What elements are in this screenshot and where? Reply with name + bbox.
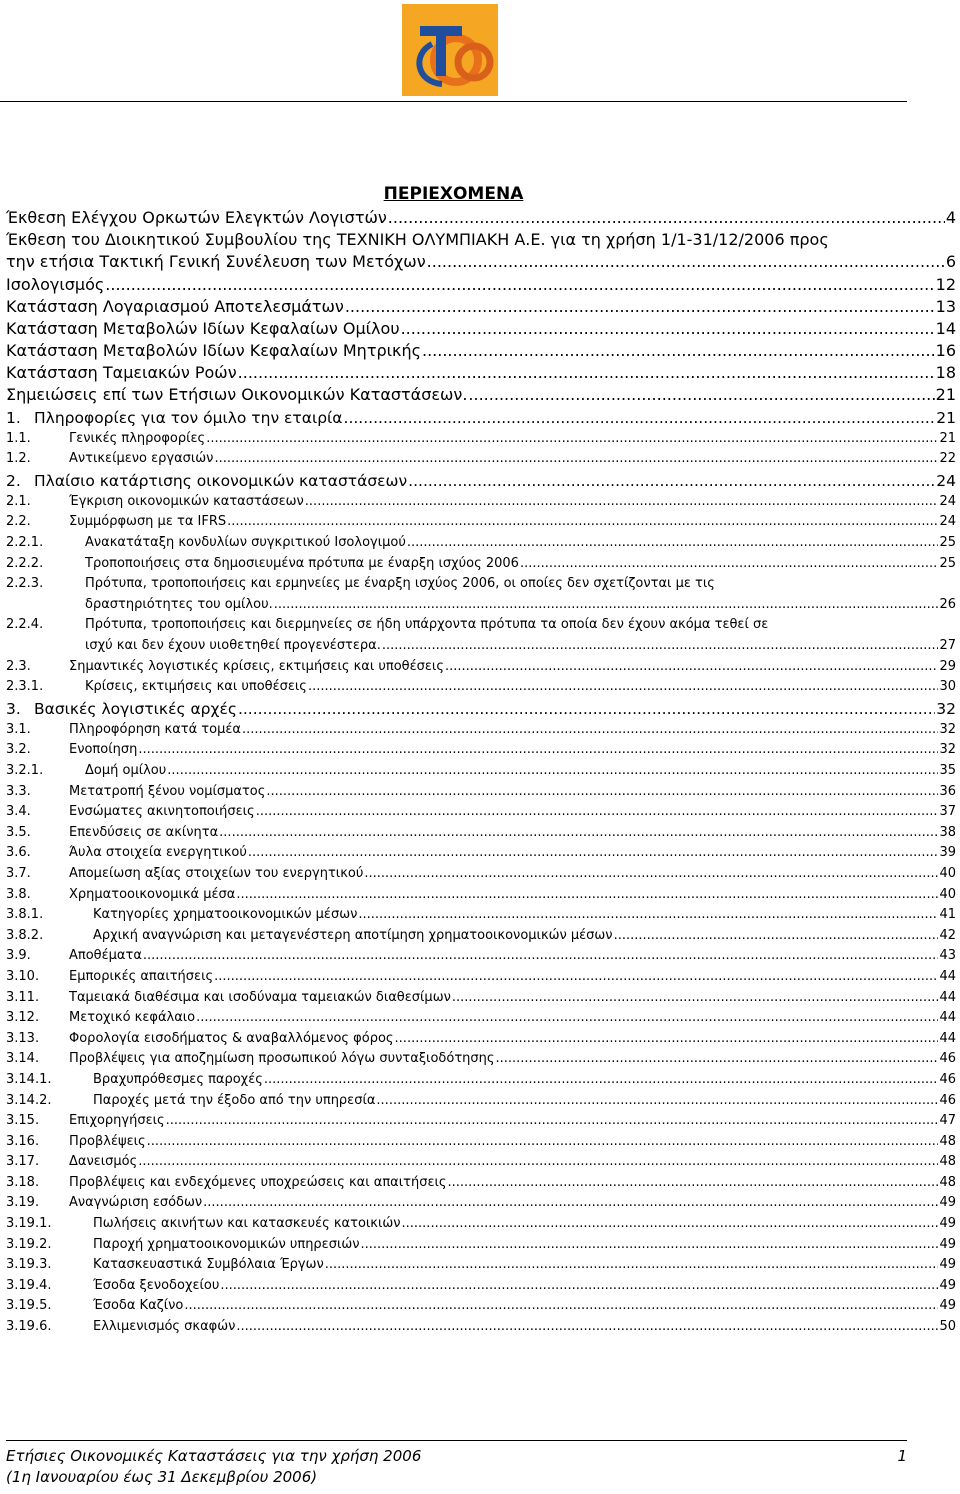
toc-entry[interactable] xyxy=(6,1214,956,1235)
toc-entry[interactable] xyxy=(6,698,956,720)
toc-entry-text: Βραχυπρόθεσμες παροχές xyxy=(93,1071,263,1087)
toc-entry[interactable] xyxy=(6,407,956,429)
toc-entry[interactable] xyxy=(6,1091,956,1112)
toc-entry-text: Συμμόρφωση με τα IFRS xyxy=(69,514,227,530)
toc-entry[interactable] xyxy=(6,362,956,384)
toc-entry[interactable] xyxy=(6,1008,956,1029)
toc-entry-number: 3.12. xyxy=(6,1010,40,1026)
toc-entry-page: 49 xyxy=(939,1277,956,1293)
toc-entry-text: Μετοχικό κεφάλαιο xyxy=(69,1010,196,1026)
toc-entry-text: Αποθέματα xyxy=(69,948,142,964)
toc-entry-page: 25 xyxy=(939,535,956,551)
toc-entry[interactable] xyxy=(6,615,956,636)
toc-entry-page: 41 xyxy=(939,907,956,923)
toc-entry-page: 24 xyxy=(936,471,956,490)
toc-entry-text: Αρχική αναγνώριση και μεταγενέστερη αποτίμηση χρηματοοικονομικών μέσων xyxy=(93,927,613,943)
toc-entry-page: 36 xyxy=(939,783,956,799)
toc-entry-number: 2.2. xyxy=(6,514,31,530)
toc-entry[interactable] xyxy=(6,946,956,967)
toc-entry-page: 48 xyxy=(939,1154,956,1170)
toc-entry-text: Πλαίσιο κατάρτισης οικονομικών καταστάσεων xyxy=(34,471,408,490)
toc-entry-text: Τροποποιήσεις στα δημοσιευμένα πρότυπα με έναρξη ισχύος 2006 xyxy=(85,555,519,571)
toc-entry[interactable] xyxy=(6,533,956,554)
toc-entry-page: 16 xyxy=(935,341,956,361)
toc-entry-page: 40 xyxy=(939,886,956,902)
toc-entry-page: 42 xyxy=(939,927,956,943)
toc-entry-page: 4 xyxy=(945,207,956,227)
toc-entry[interactable] xyxy=(6,885,956,906)
toc-entry[interactable] xyxy=(6,1132,956,1153)
toc-entry-number: 2.2.1. xyxy=(6,535,44,551)
toc-entry-page: 35 xyxy=(939,763,956,778)
toc-entry[interactable] xyxy=(6,595,956,616)
toc-entry-text: Δομή ομίλου xyxy=(85,763,167,778)
toc-entry-text: Μετατροπή ξένου νομίσματος xyxy=(69,783,266,799)
toc-entry-number: 3.19.1. xyxy=(6,1216,52,1232)
toc-entry[interactable] xyxy=(6,1296,956,1317)
toc-entry-text: Παροχές μετά την έξοδο από την υπηρεσία xyxy=(93,1092,376,1108)
toc-entry-page: 27 xyxy=(939,638,956,654)
toc-entry-text: Προβλέψεις και ενδεχόμενες υποχρεώσεις και απαιτήσεις xyxy=(69,1174,447,1190)
header-rule xyxy=(0,101,907,102)
toc-entry-number: 2.3. xyxy=(6,658,31,674)
toc-entry-number: 2.1. xyxy=(6,493,31,509)
toc-entry-text: Κατηγορίες χρηματοοικονομικών μέσων xyxy=(93,907,358,923)
toc-entry-number: 3.13. xyxy=(6,1030,40,1046)
toc-entry-number: 2.3.1. xyxy=(6,679,44,695)
footer-period: (1η Ιανουαρίου έως 31 Δεκεμβρίου 2006) xyxy=(6,1468,318,1486)
toc-entry[interactable] xyxy=(6,274,956,296)
toc-entry-text: Κατάσταση Λογαριασμού Αποτελεσμάτων xyxy=(6,296,344,316)
toc-entry[interactable] xyxy=(6,229,956,251)
toc-entry-text: Δανεισμός xyxy=(69,1154,138,1170)
toc-entry[interactable] xyxy=(6,251,956,273)
toc-entry-page: 21 xyxy=(936,408,956,427)
toc-entry-text: Ανακατάταξη κονδυλίων συγκριτικού Ισολογιμού xyxy=(85,535,406,551)
toc-entry-page: 49 xyxy=(939,1236,956,1252)
toc-entry-text: Παροχή χρηματοοικονομικών υπηρεσιών xyxy=(93,1236,360,1252)
toc-entry-page: 25 xyxy=(939,555,956,571)
toc-entry[interactable] xyxy=(6,802,956,823)
toc-entry-text: Φορολογία εισοδήματος & αναβαλλόμενος φόρος xyxy=(69,1030,394,1046)
footer-title: Ετήσιες Οικονομικές Καταστάσεις για την χρήση 2006 xyxy=(6,1447,422,1465)
toc-entry-text: Κατασκευαστικά Συμβόλαια Έργων xyxy=(93,1257,324,1273)
toc-entry-number: 3.10. xyxy=(6,968,40,984)
toc-entry-text: Επενδύσεις σε ακίνητα xyxy=(69,824,219,840)
toc-entry-number: 3.2. xyxy=(6,742,31,758)
toc-entry-page: 44 xyxy=(939,1010,956,1026)
toc-entry-page: 21 xyxy=(935,385,956,405)
toc-entry-text: Πληροφορίες για τον όμιλο την εταιρία xyxy=(34,408,343,427)
toc-entry-number: 3.19.5. xyxy=(6,1298,52,1314)
toc-entry-page: 26 xyxy=(939,596,956,612)
toc-entry-page: 39 xyxy=(939,845,956,861)
toc-entry[interactable] xyxy=(6,340,956,362)
toc-entry-text: Επιχορηγήσεις xyxy=(69,1113,165,1129)
toc-entry-text: Απομείωση αξίας στοιχείων του ενεργητικού xyxy=(69,865,364,881)
toc-entry[interactable] xyxy=(6,782,956,803)
toc-entry[interactable] xyxy=(6,1029,956,1050)
toc-entry[interactable] xyxy=(6,905,956,926)
toc-entry-page: 12 xyxy=(935,274,956,294)
toc-entry-text: Εμπορικές απαιτήσεις xyxy=(69,968,214,984)
toc-entry-page: 40 xyxy=(939,865,956,881)
toc-entry-page: 14 xyxy=(935,318,956,338)
toc-entry-page: 46 xyxy=(939,1051,956,1067)
toc-entry-number: 3.15. xyxy=(6,1113,40,1129)
toc-entry[interactable] xyxy=(6,636,956,657)
toc-entry-number: 3.17. xyxy=(6,1154,40,1170)
toc-entry-text: Σημειώσεις επί των Ετήσιων Οικονομικών Καταστάσεων. xyxy=(6,385,468,405)
toc-entry-page: 24 xyxy=(939,493,956,509)
toc-entry[interactable] xyxy=(6,677,956,698)
toc-entry-page: 22 xyxy=(939,451,956,467)
toc-entry-text: Πληροφόρηση κατά τομέα xyxy=(69,721,241,737)
toc-entry[interactable] xyxy=(6,1049,956,1070)
toc-entry-number: 3.19. xyxy=(6,1195,40,1211)
table-of-contents xyxy=(6,207,956,1338)
toc-entry[interactable] xyxy=(6,1152,956,1173)
toc-entry-text: Έκθεση του Διοικητικού Συμβουλίου της ΤΕΧΝΙΚΗ ΟΛΥΜΠΙΑΚΗ Α.Ε. για τη χρήση 1/1-31/12/2006 προς xyxy=(6,230,829,250)
toc-entry-page: 24 xyxy=(939,514,956,530)
toc-entry-text: Έσοδα Καζίνο xyxy=(93,1298,184,1314)
toc-entry-text: Αντικείμενο εργασιών xyxy=(69,451,214,467)
toc-entry-number: 3.8. xyxy=(6,886,31,902)
toc-entry-number: 2.2.2. xyxy=(6,555,44,571)
toc-entry[interactable] xyxy=(6,385,956,407)
toc-entry-page: 43 xyxy=(939,948,956,964)
toc-entry-page: 32 xyxy=(939,721,956,737)
toc-entry-page: 18 xyxy=(935,363,956,383)
toc-entry[interactable] xyxy=(6,657,956,678)
toc-entry[interactable] xyxy=(6,761,956,782)
toc-entry[interactable] xyxy=(6,1193,956,1214)
toc-entry-text: Έσοδα ξενοδοχείου xyxy=(93,1277,220,1293)
toc-entry-number: 2. xyxy=(6,471,21,490)
toc-entry-text: Κρίσεις, εκτιμήσεις και υποθέσεις xyxy=(85,679,307,695)
toc-entry-page: 49 xyxy=(939,1195,956,1211)
toc-entry-page: 44 xyxy=(939,1030,956,1046)
toc-entry-number: 1. xyxy=(6,408,21,427)
toc-entry-number: 3.18. xyxy=(6,1174,40,1190)
toc-entry-page: 49 xyxy=(939,1298,956,1314)
toc-entry-page: 49 xyxy=(939,1257,956,1273)
toc-entry-page: 38 xyxy=(939,824,956,840)
toc-entry-number: 3.14.2. xyxy=(6,1092,52,1108)
toc-entry[interactable] xyxy=(6,1235,956,1256)
toc-entry-number: 3.19.3. xyxy=(6,1257,52,1273)
toc-entry-number: 3.19.6. xyxy=(6,1319,52,1335)
toc-entry-text: Κατάσταση Ταμειακών Ροών xyxy=(6,363,237,383)
toc-entry-page: 30 xyxy=(939,679,956,695)
toc-entry-text: Ενσώματες ακινητοποιήσεις xyxy=(69,804,255,820)
toc-entry-text: Έγκριση οικονομικών καταστάσεων xyxy=(69,493,304,509)
toc-entry-text: δραστηριότητες του ομίλου. xyxy=(85,596,273,612)
toc-entry[interactable] xyxy=(6,296,956,318)
toc-entry-text: Κατάσταση Μεταβολών Ιδίων Κεφαλαίων Ομίλου xyxy=(6,318,400,338)
toc-entry-page: 21 xyxy=(939,430,956,446)
toc-entry[interactable] xyxy=(6,1317,956,1338)
toc-entry-number: 3.11. xyxy=(6,989,40,1005)
toc-entry-text: Προβλέψεις για αποζημίωση προσωπικού λόγω συνταξιοδότησης xyxy=(69,1051,495,1067)
toc-entry-number: 3.2.1. xyxy=(6,763,44,778)
toc-entry-text: Σημαντικές λογιστικές κρίσεις, εκτιμήσεις και υποθέσεις xyxy=(69,658,444,674)
toc-entry-number: 3.16. xyxy=(6,1133,40,1149)
toc-entry[interactable] xyxy=(6,512,956,533)
toc-entry-number: 1.2. xyxy=(6,451,31,467)
toc-entry-text: Πρότυπα, τροποποιήσεις και διερμηνείες σε ήδη υπάρχοντα πρότυπα τα οποία δεν έχουν ακόμα τεθεί σε xyxy=(85,617,769,633)
toc-entry[interactable] xyxy=(6,720,956,741)
toc-entry-number: 3.14.1. xyxy=(6,1071,52,1087)
toc-entry-number: 3.3. xyxy=(6,783,31,799)
toc-entry-text: Βασικές λογιστικές αρχές xyxy=(34,699,237,718)
toc-entry-number: 3.6. xyxy=(6,845,31,861)
toc-entry[interactable] xyxy=(6,967,956,988)
toc-entry-number: 3.7. xyxy=(6,865,31,881)
toc-entry-number: 3.9. xyxy=(6,948,31,964)
toc-entry-page: 44 xyxy=(939,968,956,984)
toc-entry-number: 3.19.2. xyxy=(6,1236,52,1252)
toc-entry[interactable] xyxy=(6,554,956,575)
page-footer xyxy=(6,1446,907,1488)
toc-entry-number: 3.14. xyxy=(6,1051,40,1067)
toc-entry[interactable] xyxy=(6,926,956,947)
toc-entry-number: 2.2.4. xyxy=(6,617,44,633)
toc-entry-text: Έκθεση Ελέγχου Ορκωτών Ελεγκτών Λογιστών xyxy=(6,207,387,227)
toc-entry-number: 3. xyxy=(6,699,21,718)
toc-entry-page: 6 xyxy=(945,252,956,272)
toc-entry-number: 3.19.4. xyxy=(6,1277,52,1293)
toc-entry-text: Ελλιμενισμός σκαφών xyxy=(93,1319,236,1335)
toc-entry-page: 48 xyxy=(939,1174,956,1190)
toc-entry-text: Πρότυπα, τροποποιήσεις και ερμηνείες με έναρξη ισχύος 2006, οι οποίες δεν σχετίζονται με τις xyxy=(85,576,715,592)
toc-entry-text: Χρηματοοικονομικά μέσα xyxy=(69,886,236,902)
toc-entry-page: 49 xyxy=(939,1216,956,1232)
toc-entry-text: ισχύ και δεν έχουν υιοθετηθεί προγενέστερα. xyxy=(85,638,381,654)
toc-entry[interactable] xyxy=(6,470,956,492)
toc-entry-number: 3.4. xyxy=(6,804,31,820)
toc-entry-number: 3.5. xyxy=(6,824,31,840)
toc-entry[interactable] xyxy=(6,492,956,513)
toc-entry[interactable] xyxy=(6,864,956,885)
toc-entry[interactable] xyxy=(6,1173,956,1194)
toc-entry[interactable] xyxy=(6,318,956,340)
toc-entry[interactable] xyxy=(6,1276,956,1297)
toc-entry[interactable] xyxy=(6,843,956,864)
toc-entry-page: 32 xyxy=(936,699,956,718)
toc-entry-page: 44 xyxy=(939,989,956,1005)
toc-entry-text: Αναγνώριση εσόδων xyxy=(69,1195,203,1211)
toc-entry-text: Ταμειακά διαθέσιμα και ισοδύναμα ταμειακών διαθεσίμων xyxy=(69,989,451,1005)
toc-entry-text: Ενοποίηση xyxy=(69,742,138,758)
company-logo-icon xyxy=(402,4,498,96)
toc-entry-page: 47 xyxy=(939,1113,956,1129)
toc-entry-page: 50 xyxy=(939,1319,956,1335)
toc-entry[interactable] xyxy=(6,574,956,595)
toc-entry-page: 37 xyxy=(939,804,956,820)
toc-entry-page: 46 xyxy=(939,1071,956,1087)
toc-entry-text: Ισολογισμός xyxy=(6,274,105,294)
toc-entry[interactable] xyxy=(6,1255,956,1276)
toc-entry[interactable] xyxy=(6,429,956,450)
toc-entry-page: 48 xyxy=(939,1133,956,1149)
toc-entry-page: 32 xyxy=(939,742,956,758)
toc-entry-page: 13 xyxy=(935,296,956,316)
toc-entry-text: την ετήσια Τακτική Γενική Συνέλευση των Μετόχων xyxy=(6,252,426,272)
toc-entry[interactable] xyxy=(6,988,956,1009)
toc-entry-text: Προβλέψεις xyxy=(69,1133,146,1149)
toc-entry-text: Κατάσταση Μεταβολών Ιδίων Κεφαλαίων Μητρικής xyxy=(6,341,421,361)
toc-entry-number: 2.2.3. xyxy=(6,576,44,592)
toc-entry[interactable] xyxy=(6,1111,956,1132)
toc-entry[interactable] xyxy=(6,823,956,844)
toc-entry[interactable] xyxy=(6,740,956,761)
toc-entry[interactable] xyxy=(6,207,956,229)
toc-entry-number: 3.8.2. xyxy=(6,927,44,943)
toc-entry-number: 3.1. xyxy=(6,721,31,737)
toc-entry-text: Άυλα στοιχεία ενεργητικού xyxy=(69,845,247,861)
toc-entry[interactable] xyxy=(6,1070,956,1091)
page-title: ΠΕΡΙΕΧΟΜΕΝΑ xyxy=(383,184,524,204)
toc-entry-number: 3.8.1. xyxy=(6,907,44,923)
footer-page-number: 1 xyxy=(897,1447,907,1465)
footer-rule xyxy=(6,1440,907,1441)
toc-entry-text: Γενικές πληροφορίες xyxy=(69,430,206,446)
toc-entry-number: 1.1. xyxy=(6,430,31,446)
toc-entry[interactable] xyxy=(6,449,956,470)
toc-entry-page: 29 xyxy=(939,658,956,674)
toc-entry-page: 46 xyxy=(939,1092,956,1108)
toc-entry-text: Πωλήσεις ακινήτων και κατασκευές κατοικιών xyxy=(93,1216,401,1232)
